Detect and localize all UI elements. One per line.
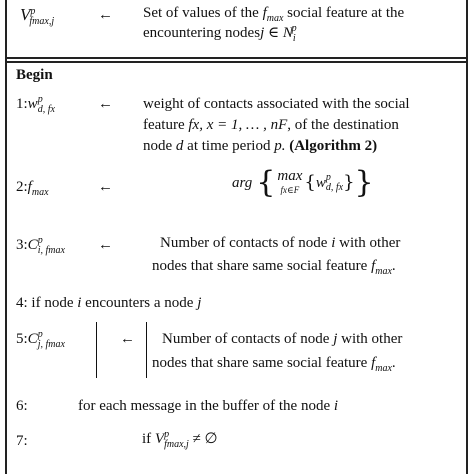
table-divider-top-double <box>5 61 468 63</box>
step2-symbol: $2:f_{max}$ <box>16 179 49 198</box>
step5-line1: Number of contacts of node j with other <box>162 331 403 347</box>
table-divider-top <box>5 57 468 59</box>
header-symbol: $V^p_{fmax,j}$ <box>20 5 55 27</box>
header-desc-line1: Set of values of the $f_{max}$ social feature at the <box>143 5 405 24</box>
begin-label: Begin <box>16 67 53 83</box>
header-desc-line2: encountering nodesj ∈ $N_i^p$ <box>143 23 297 44</box>
step1-line1: weight of contacts associated with the social <box>143 96 410 112</box>
step5-symbol: $5:C^p_{j, fmax}$ <box>16 329 65 350</box>
step2-arrow: ← <box>98 179 113 195</box>
step5-arrow: ← <box>120 331 135 347</box>
step7-line: if $V^p_{fmax,j}$ ≠ ∅ <box>142 429 218 450</box>
step1-line2: feature fx, x = 1, … , nF, of the destination <box>143 117 399 133</box>
step3-arrow: ← <box>98 237 113 253</box>
step5-bar-right <box>146 322 147 378</box>
step1-arrow: ← <box>98 96 113 112</box>
step6-line: for each message in the buffer of the node i <box>78 398 339 414</box>
step4-line: 4: if node i encounters a node j <box>16 295 202 311</box>
step2-argmax: arg { max fx∈F { w p d, fx } } <box>232 165 374 200</box>
step3-symbol: $3:C^p_{i, fmax}$ <box>16 235 65 256</box>
step5-line2: nodes that share same social feature $f_{max}$. <box>152 355 396 374</box>
step6-num: 6: <box>16 398 28 414</box>
table-right-border <box>466 0 468 474</box>
step7-num: 7: <box>16 433 28 449</box>
step3-line2: nodes that share same social feature $f_{max}$. <box>152 258 396 277</box>
step1-line3: node d at time period p. (Algorithm 2) <box>143 138 378 154</box>
step3-line1: Number of contacts of node i with other <box>160 235 401 251</box>
step5-bar-left <box>96 322 97 378</box>
step1-symbol: $1:w^p_{d, fx}$ <box>16 94 55 115</box>
header-arrow: ← <box>98 7 113 23</box>
table-left-border <box>5 0 7 474</box>
